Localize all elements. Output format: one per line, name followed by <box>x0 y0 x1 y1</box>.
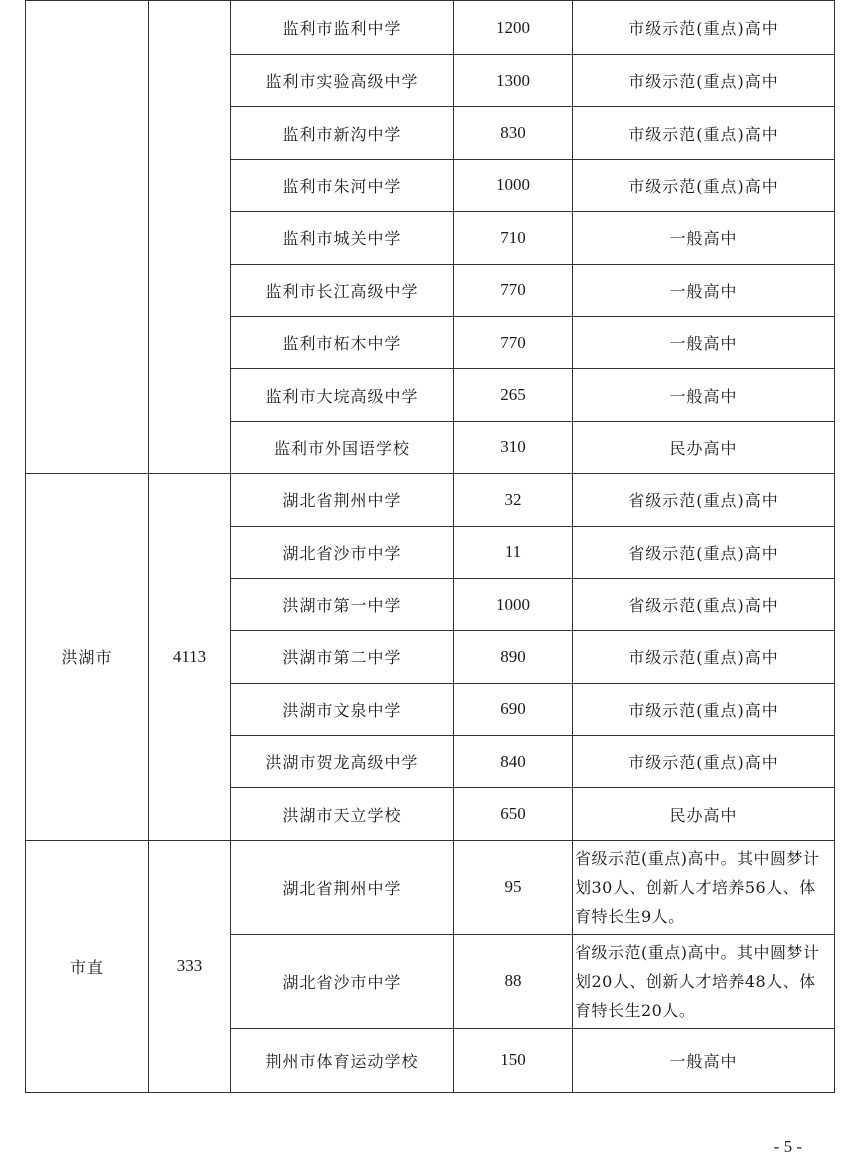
table-row <box>26 840 835 934</box>
enrollment-count: 32 <box>454 474 573 526</box>
enrollment-count: 890 <box>454 631 573 683</box>
school-name: 湖北省沙市中学 <box>231 934 454 1028</box>
region-total: 4113 <box>149 474 231 841</box>
total-cell-continued <box>149 1 231 474</box>
school-type: 市级示范(重点)高中 <box>573 107 835 159</box>
school-type: 一般高中 <box>573 316 835 368</box>
enrollment-count: 265 <box>454 369 573 421</box>
school-type: 市级示范(重点)高中 <box>573 55 835 107</box>
school-type: 省级示范(重点)高中。其中圆梦计划30人、创新人才培养56人、体育特长生9人。 <box>573 840 835 934</box>
enrollment-count: 11 <box>454 526 573 578</box>
school-name: 监利市朱河中学 <box>231 159 454 211</box>
region-total: 333 <box>149 840 231 1092</box>
school-type: 市级示范(重点)高中 <box>573 736 835 788</box>
school-name: 监利市城关中学 <box>231 212 454 264</box>
region-name: 洪湖市 <box>26 474 149 841</box>
enrollment-count: 710 <box>454 212 573 264</box>
enrollment-count: 1300 <box>454 55 573 107</box>
school-name: 监利市实验高级中学 <box>231 55 454 107</box>
region-cell-continued <box>26 1 149 474</box>
enrollment-quota-table <box>25 0 835 1093</box>
enrollment-count: 690 <box>454 683 573 735</box>
school-name: 监利市柘木中学 <box>231 316 454 368</box>
enrollment-count: 1000 <box>454 578 573 630</box>
school-name: 洪湖市第一中学 <box>231 578 454 630</box>
enrollment-count: 88 <box>454 934 573 1028</box>
school-type: 一般高中 <box>573 1028 835 1092</box>
school-type: 市级示范(重点)高中 <box>573 683 835 735</box>
table-row <box>26 1 835 55</box>
enrollment-count: 150 <box>454 1028 573 1092</box>
enrollment-count: 650 <box>454 788 573 840</box>
enrollment-count: 840 <box>454 736 573 788</box>
school-name: 监利市长江高级中学 <box>231 264 454 316</box>
school-name: 洪湖市文泉中学 <box>231 683 454 735</box>
school-type: 民办高中 <box>573 421 835 473</box>
school-type: 市级示范(重点)高中 <box>573 1 835 55</box>
page-number: - 5 - <box>773 1137 802 1156</box>
enrollment-count: 770 <box>454 264 573 316</box>
school-type: 一般高中 <box>573 264 835 316</box>
enrollment-count: 310 <box>454 421 573 473</box>
school-name: 监利市大垸高级中学 <box>231 369 454 421</box>
school-type: 一般高中 <box>573 369 835 421</box>
school-name: 洪湖市贺龙高级中学 <box>231 736 454 788</box>
school-name: 荆州市体育运动学校 <box>231 1028 454 1092</box>
school-name: 洪湖市第二中学 <box>231 631 454 683</box>
school-type: 省级示范(重点)高中。其中圆梦计划20人、创新人才培养48人、体育特长生20人。 <box>573 934 835 1028</box>
school-name: 湖北省沙市中学 <box>231 526 454 578</box>
school-type: 省级示范(重点)高中 <box>573 526 835 578</box>
school-name: 洪湖市天立学校 <box>231 788 454 840</box>
school-name: 湖北省荆州中学 <box>231 840 454 934</box>
enrollment-count: 1000 <box>454 159 573 211</box>
school-name: 监利市新沟中学 <box>231 107 454 159</box>
enrollment-count: 830 <box>454 107 573 159</box>
table-row <box>26 474 835 526</box>
enrollment-count: 770 <box>454 316 573 368</box>
school-type: 省级示范(重点)高中 <box>573 474 835 526</box>
school-name: 监利市外国语学校 <box>231 421 454 473</box>
school-type: 民办高中 <box>573 788 835 840</box>
school-type: 市级示范(重点)高中 <box>573 159 835 211</box>
school-name: 监利市监利中学 <box>231 1 454 55</box>
school-name: 湖北省荆州中学 <box>231 474 454 526</box>
school-type: 省级示范(重点)高中 <box>573 578 835 630</box>
school-type: 市级示范(重点)高中 <box>573 631 835 683</box>
enrollment-count: 95 <box>454 840 573 934</box>
enrollment-count: 1200 <box>454 1 573 55</box>
region-name: 市直 <box>26 840 149 1092</box>
school-type: 一般高中 <box>573 212 835 264</box>
